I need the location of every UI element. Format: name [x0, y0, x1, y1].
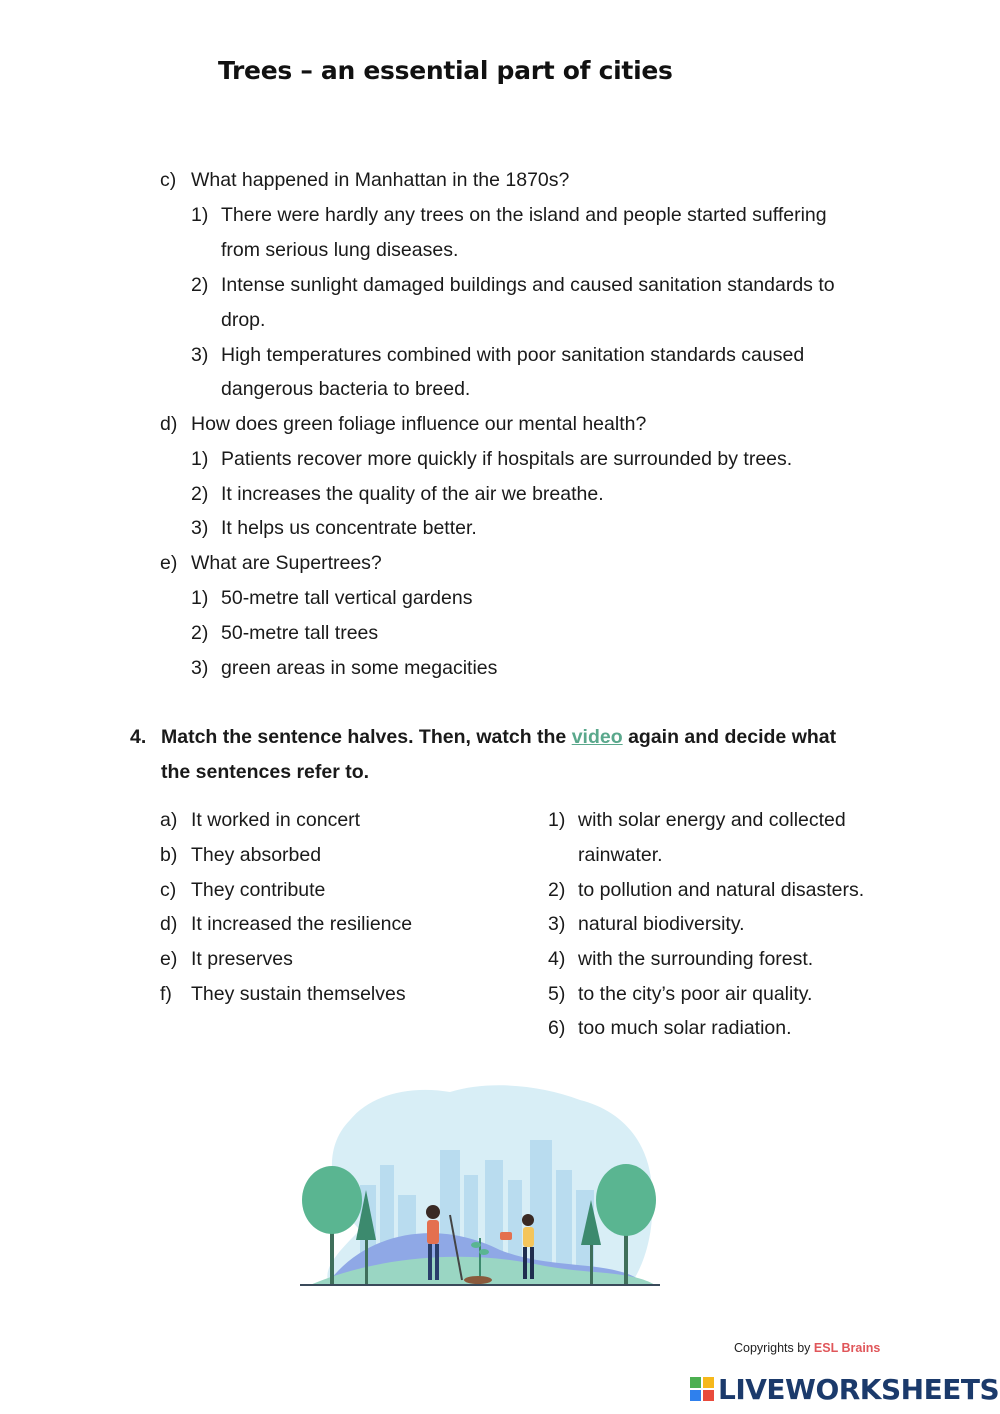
liveworksheets-logo[interactable]: [690, 1372, 999, 1406]
item-number: 1): [548, 809, 566, 831]
option-number: 2): [191, 622, 209, 644]
option-text: There were hardly any trees on the island and people started suffering: [221, 204, 827, 226]
option-c1-continued: from serious lung diseases.: [221, 239, 459, 261]
item-label: b): [160, 844, 178, 866]
question-label: e): [160, 552, 178, 574]
item-text: with the surrounding forest.: [578, 948, 814, 970]
video-link[interactable]: video: [571, 726, 623, 748]
item-label: e): [160, 948, 178, 970]
option-text: 50-metre tall vertical gardens: [221, 587, 473, 609]
item-text: They contribute: [191, 879, 326, 901]
question-text: What are Supertrees?: [191, 552, 382, 574]
item-label: d): [160, 913, 178, 935]
copyright-prefix: Copyrights by: [734, 1341, 811, 1355]
option-c3-continued: dangerous bacteria to breed.: [221, 378, 471, 400]
option-number: 3): [191, 657, 209, 679]
item-text: to pollution and natural disasters.: [578, 879, 865, 901]
option-number: 3): [191, 344, 209, 366]
item-text: They absorbed: [191, 844, 322, 866]
item-label: f): [160, 983, 172, 1005]
item-text: natural biodiversity.: [578, 913, 745, 935]
option-text: Intense sunlight damaged buildings and caused sanitation standards to: [221, 274, 835, 296]
liveworksheets-blocks-icon: [690, 1377, 714, 1401]
option-text: High temperatures combined with poor sanitation standards caused: [221, 344, 805, 366]
esl-brains-brand[interactable]: ESL Brains: [813, 1341, 881, 1355]
page-title: Trees – an essential part of cities: [218, 56, 673, 85]
liveworksheets-wordmark: LIVEWORKSHEETS: [718, 1372, 1000, 1406]
instruction-line-2: the sentences refer to.: [161, 761, 370, 783]
option-text: It increases the quality of the air we breathe.: [221, 483, 604, 505]
item-number: 4): [548, 948, 566, 970]
option-number: 2): [191, 483, 209, 505]
item-label: c): [160, 879, 177, 901]
task-number: 4.: [130, 726, 147, 748]
copyright-notice: [734, 1341, 880, 1355]
question-label: d): [160, 413, 178, 435]
item-text: too much solar radiation.: [578, 1017, 792, 1039]
option-number: 2): [191, 274, 209, 296]
tree-planting-illustration: [290, 1080, 670, 1292]
item-text: They sustain themselves: [191, 983, 406, 1005]
item-text: with solar energy and collected: [578, 809, 846, 831]
instruction-pre: Match the sentence halves. Then, watch the: [161, 726, 567, 748]
option-text: It helps us concentrate better.: [221, 517, 477, 539]
option-text: 50-metre tall trees: [221, 622, 379, 644]
option-c2-continued: drop.: [221, 309, 266, 331]
item-text: It increased the resilience: [191, 913, 413, 935]
item-text: to the city’s poor air quality.: [578, 983, 813, 1005]
sentence-end-1-continued: rainwater.: [578, 844, 663, 866]
option-text: green areas in some megacities: [221, 657, 498, 679]
item-number: 3): [548, 913, 566, 935]
item-number: 5): [548, 983, 566, 1005]
question-text: What happened in Manhattan in the 1870s?: [191, 169, 570, 191]
option-number: 3): [191, 517, 209, 539]
instruction-line-1: [161, 725, 836, 749]
option-number: 1): [191, 587, 209, 609]
option-number: 1): [191, 204, 209, 226]
question-label: c): [160, 169, 177, 191]
instruction-post: again and decide what: [628, 726, 837, 748]
item-text: It worked in concert: [191, 809, 361, 831]
question-text: How does green foliage influence our mental health?: [191, 413, 647, 435]
item-label: a): [160, 809, 178, 831]
option-text: Patients recover more quickly if hospitals are surrounded by trees.: [221, 448, 793, 470]
item-text: It preserves: [191, 948, 293, 970]
item-number: 2): [548, 879, 566, 901]
item-number: 6): [548, 1017, 566, 1039]
option-number: 1): [191, 448, 209, 470]
